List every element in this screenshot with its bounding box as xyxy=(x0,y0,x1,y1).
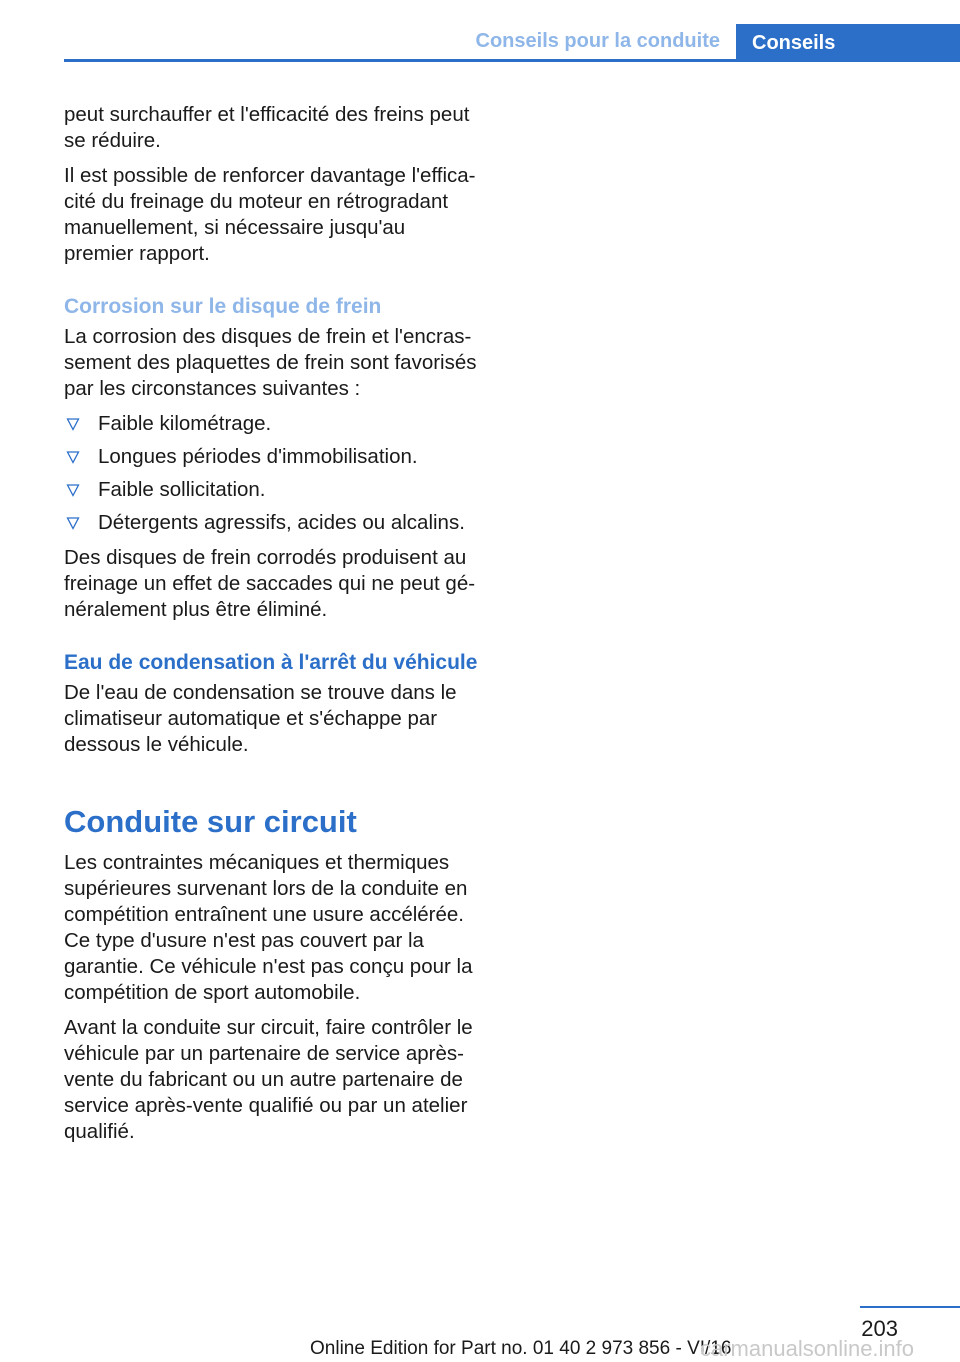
paragraph: Il est possible de renforcer davantage l'efficacité du freinage du moteur en rétrogradant manuellement, si nécessaire jusqu'au premier rapport. xyxy=(64,164,476,265)
triangle-bullet-icon xyxy=(66,417,80,431)
edition-line: Online Edition for Part no. 01 40 2 973 856 - VI/16 xyxy=(310,1338,732,1359)
list-item-text: Longues périodes d'immobilisation. xyxy=(98,445,418,468)
triangle-bullet-icon xyxy=(66,516,80,530)
section-heading-condensation: Eau de condensation à l'arrêt du véhicule xyxy=(64,651,478,674)
footer-rule xyxy=(860,1306,960,1308)
paragraph: peut surchauffer et l'efficacité des freins peut se réduire. xyxy=(64,103,470,152)
header-section-title: Conseils pour la conduite xyxy=(475,30,720,52)
section-heading-corrosion: Corrosion sur le disque de frein xyxy=(64,295,382,318)
paragraph: Avant la conduite sur circuit, faire contrôler le véhicule par un partenaire de service après-vente du fabricant ou un autre partenaire de service après-vente qualifié ou par un atelier qualifié. xyxy=(64,1016,473,1143)
page-number: 203 xyxy=(861,1316,898,1341)
list-item xyxy=(64,477,478,503)
triangle-bullet-icon xyxy=(66,450,80,464)
paragraph: Les contraintes mécaniques et thermiques supérieures survenant lors de la conduite en compétition entraînent une usure accélérée. Ce type d'usure n'est pas couvert par la garantie. Ce véhicule n'est pas conçu pour la compétition de sport automobile. xyxy=(64,851,473,1004)
watermark: carmanualsonline.info xyxy=(700,1336,915,1361)
bullet-list xyxy=(64,411,478,536)
paragraph: Des disques de frein corrodés produisent au freinage un effet de saccades qui ne peut généralement plus être éliminé. xyxy=(64,546,476,621)
list-item-text: Détergents agressifs, acides ou alcalins. xyxy=(98,511,465,534)
chapter-heading-circuit: Conduite sur circuit xyxy=(64,804,357,839)
paragraph: De l'eau de condensation se trouve dans le climatiseur automatique et s'échappe par dessous le véhicule. xyxy=(64,681,457,756)
header-chapter-tab: Conseils xyxy=(736,24,960,62)
list-item xyxy=(64,411,478,437)
list-item-text: Faible kilométrage. xyxy=(98,412,272,435)
page-content xyxy=(64,102,478,1154)
paragraph: La corrosion des disques de frein et l'encrassement des plaquettes de frein sont favorisés par les circonstances suivantes : xyxy=(64,325,477,400)
list-item-text: Faible sollicitation. xyxy=(98,478,266,501)
list-item xyxy=(64,444,478,470)
page-header xyxy=(64,24,960,62)
list-item xyxy=(64,510,478,536)
triangle-bullet-icon xyxy=(66,483,80,497)
header-rule xyxy=(64,59,960,62)
